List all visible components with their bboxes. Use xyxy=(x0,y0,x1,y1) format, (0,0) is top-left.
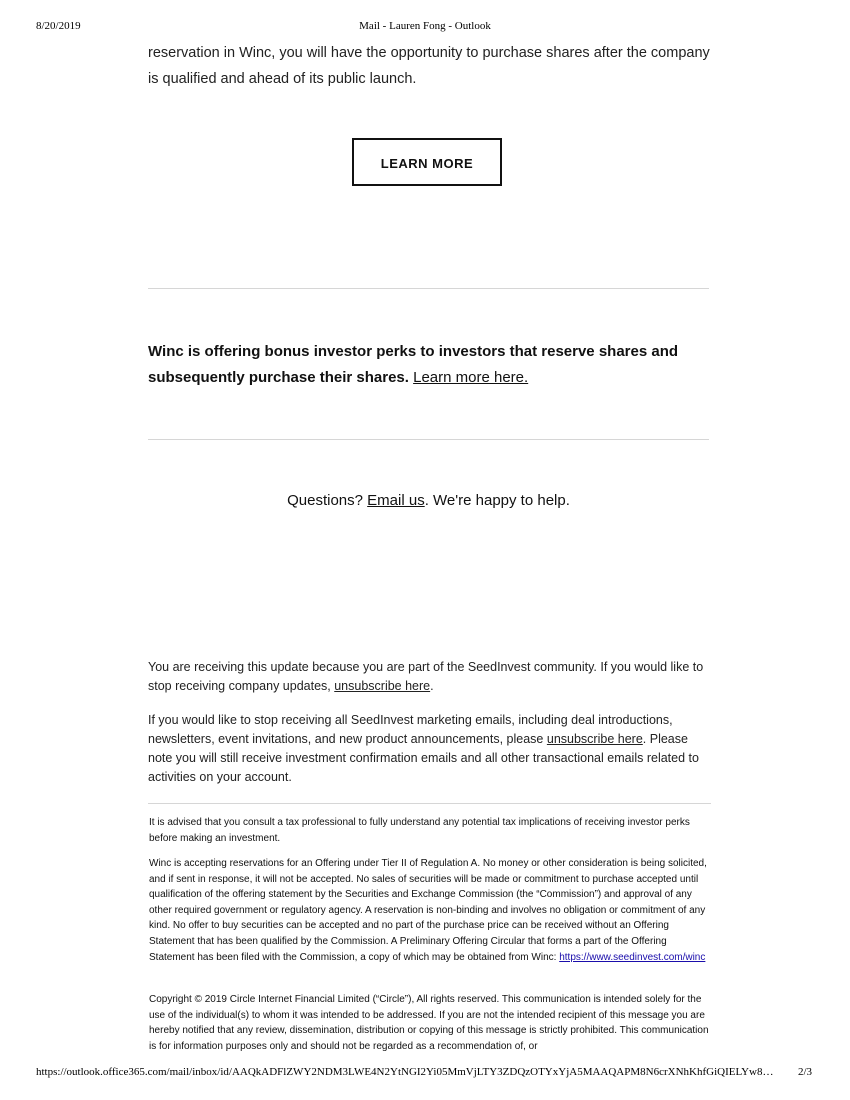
notice-end: . Please note you will still receive investment confirmation emails and all other transactional emails related to activities on your account. xyxy=(148,732,699,784)
tax-disclaimer-text: It is advised that you consult a tax professional to fully understand any potential tax implications of receiving investor perks before making an investment. xyxy=(149,817,690,844)
notice-text: You are receiving this update because you are part of the SeedInvest community. If you would like to stop receiving company updates, xyxy=(148,660,704,693)
perks-section xyxy=(148,339,710,391)
marketing-emails-notice xyxy=(148,711,710,787)
perks-learn-more-link[interactable]: Learn more here. xyxy=(413,369,529,386)
copyright-text: Copyright © 2019 Circle Internet Financial Limited (“Circle”), All rights reserved. This communication is intended solely for the use of the individual(s) to whom it was intended to be addressed. If you are not the intended recipient of this message you are hereby notified that any review, dissemination, distribution or copying of this message is strictly prohibited. This communication is for information purposes only and should not be regarded as a recommendation of, or xyxy=(149,994,709,1052)
company-updates-notice xyxy=(148,658,710,696)
perks-text: Winc is offering bonus investor perks to investors that reserve shares and subsequently purchase their shares. xyxy=(148,343,679,386)
learn-more-button[interactable]: LEARN MORE xyxy=(352,138,502,186)
tax-disclaimer xyxy=(149,815,709,846)
questions-prefix: Questions? xyxy=(287,492,363,509)
cta-container xyxy=(352,138,502,186)
seedinvest-winc-link[interactable]: https://www.seedinvest.com/winc xyxy=(559,951,706,963)
unsubscribe-all-link[interactable]: unsubscribe here xyxy=(546,732,643,746)
print-footer xyxy=(0,1066,850,1080)
questions-line xyxy=(148,492,709,509)
notice-text: If you would like to stop receiving all SeedInvest marketing emails, including deal introductions, newsletters, event invitations, and new product announcements, please xyxy=(148,713,673,746)
page-number: 2/3 xyxy=(797,1066,812,1078)
copyright-notice xyxy=(149,992,709,1054)
print-url: https://outlook.office365.com/mail/inbox/id/AAQkADFlZWY2NDM3LWE4N2YtNGI2Yi05MmVjLTY3ZDQzOTYxYjA5MAAQAPM8N6crXNhKhfGiQIELYw8… xyxy=(36,1066,774,1078)
print-date: 8/20/2019 xyxy=(36,20,81,32)
divider xyxy=(148,439,709,440)
email-us-link[interactable]: Email us xyxy=(367,492,425,509)
perks-paragraph xyxy=(148,339,710,391)
divider xyxy=(148,288,709,289)
intro-paragraph xyxy=(148,40,710,92)
notice-end: . xyxy=(430,679,434,693)
offering-disclaimer-text: Winc is accepting reservations for an Offering under Tier II of Regulation A. No money or other consideration is being solicited, and if sent in response, it will not be accepted. No sales of securities will be made or commitment to purchase accepted until qualification of the offering statement by the Securities and Exchange Commission (the “Commission”) and approval of any other required government or regulatory agency. A reservation is non-binding and involves no obligation or commitment of any kind. No offer to buy securities can be accepted and no part of the purchase price can be received without an Offering Statement that has been qualified by the Commission. A Preliminary Offering Circular that forms a part of the Offering Statement has been filed with the Commission, a copy of which may be obtained from Winc: xyxy=(149,858,707,963)
offering-disclaimer xyxy=(149,856,709,965)
unsubscribe-company-link[interactable]: unsubscribe here xyxy=(334,679,431,693)
questions-suffix: . We're happy to help. xyxy=(424,492,570,509)
print-header xyxy=(0,20,850,34)
print-title: Mail - Lauren Fong - Outlook xyxy=(359,20,491,32)
divider xyxy=(148,803,711,804)
intro-text: reservation in Winc, you will have the opportunity to purchase shares after the company is qualified and ahead of its public launch. xyxy=(148,45,710,87)
